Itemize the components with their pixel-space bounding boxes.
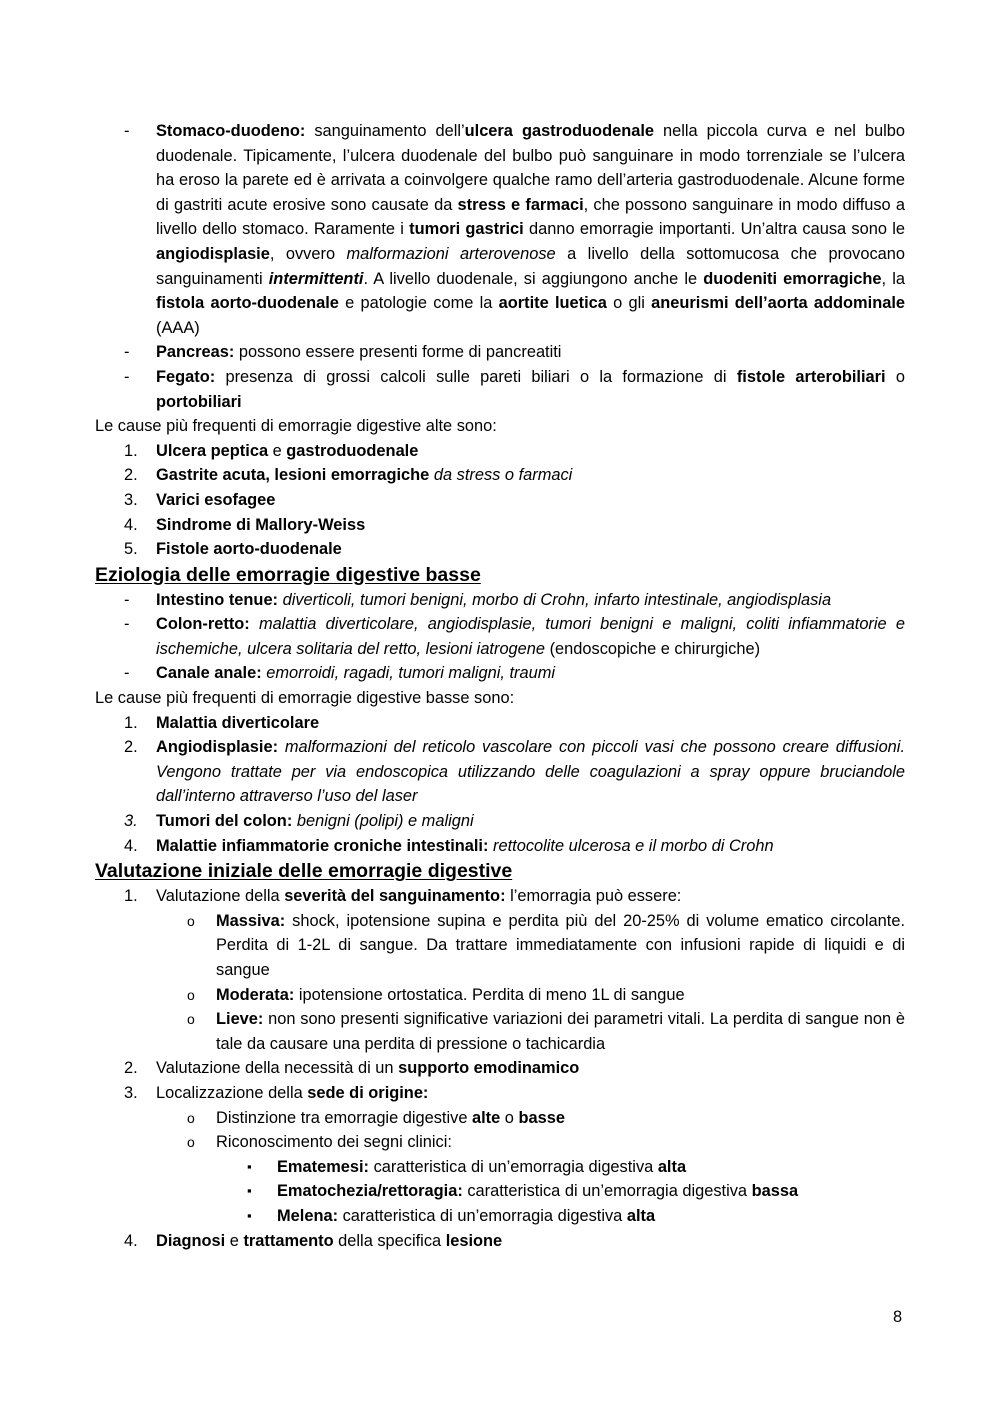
list-item: [95, 809, 905, 834]
item-text: malattia diverticolare, angiodisplasie, tumori benigni e maligni, coliti infiammatorie e ischemiche, ulcera solitaria del retto, lesioni iatrogene: [156, 615, 905, 658]
item-text: (AAA): [156, 318, 200, 337]
item-text: . A livello duodenale, si aggiungono anche le: [363, 269, 704, 288]
item-text: Massiva:: [216, 911, 286, 930]
list-item: [95, 439, 905, 464]
square-bullet-icon: ▪: [247, 1207, 252, 1223]
lower-gi-causes-list: [95, 711, 905, 859]
list-marker: 5.: [124, 540, 138, 559]
item-text: Gastrite acuta, lesioni emorragiche: [156, 466, 430, 485]
list-item: [95, 612, 905, 661]
item-text: tumori gastrici: [409, 220, 524, 239]
section-heading-lower-gi-etiology: Eziologia delle emorragie digestive basse: [95, 563, 481, 586]
item-text: Canale anale:: [156, 664, 262, 683]
list-marker: 3.: [124, 1083, 138, 1102]
item-text: Localizzazione della: [156, 1083, 308, 1102]
item-text: danno emorragie importanti. Un’altra causa sono le: [523, 220, 905, 239]
page-number: 8: [893, 1308, 903, 1326]
item-text: supporto emodinamico: [398, 1059, 580, 1078]
item-text: [250, 615, 259, 633]
list-marker: -: [124, 590, 130, 609]
upper-gi-sources-list: [95, 119, 905, 414]
list-marker: 3.: [124, 812, 138, 831]
item-text: Fegato:: [156, 367, 216, 386]
item-text: alte: [472, 1108, 501, 1127]
list-marker: 4.: [124, 1231, 138, 1250]
item-text: duodeniti emorragiche: [703, 269, 882, 288]
item-text: benigni (polipi) e maligni: [296, 812, 474, 831]
item-text: Valutazione della necessità di un: [156, 1059, 399, 1078]
list-marker: 4.: [124, 515, 138, 534]
item-text: nella piccola curva e nel bulbo duodenale. Tipicamente, l’ulcera duodenale del bulbo può sanguinare in modo torrenziale se l’ulcera ha eroso la parete ed è arrivata a coinvolgere qualche ramo dell’arteria gastroduodenale. Alcune forme di gastriti acute erosive sono causate da: [156, 122, 905, 214]
list-item: [95, 463, 905, 488]
item-text: Pancreas:: [156, 343, 235, 362]
item-text: Angiodisplasie:: [156, 738, 279, 757]
item-text: o: [500, 1108, 519, 1127]
item-text: basse: [518, 1108, 565, 1127]
item-text: bassa: [751, 1182, 799, 1201]
lower-gi-causes-intro: Le cause più frequenti di emorragie digestive basse sono:: [95, 689, 515, 708]
page-content: [95, 119, 905, 1253]
item-text: diverticoli, tumori benigni, morbo di Crohn, infarto intestinale, angiodisplasia: [282, 590, 832, 609]
list-item: [95, 119, 905, 340]
list-marker: 1.: [124, 441, 138, 460]
list-item: [95, 1204, 905, 1229]
item-text: , che possono sanguinare in modo diffuso a livello dello stomaco. Raramente i: [156, 195, 905, 239]
item-text: Intestino tenue:: [156, 590, 279, 609]
list-item: [95, 488, 905, 513]
item-text: Sindrome di Mallory-Weiss: [156, 515, 366, 534]
section-heading-initial-evaluation: Valutazione iniziale delle emorragie digestive: [95, 860, 513, 883]
item-text: intermittenti: [268, 269, 364, 288]
item-text: Tumori del colon:: [156, 812, 293, 831]
list-item: [95, 513, 905, 538]
item-text: [278, 738, 285, 756]
item-text: e patologie come la: [338, 294, 499, 313]
item-text: o: [885, 367, 906, 386]
item-text: Malattia diverticolare: [156, 713, 320, 732]
item-text: Moderata:: [216, 985, 295, 1004]
item-text: rettocolite ulcerosa e il morbo di Crohn: [493, 836, 774, 855]
item-text: alta: [657, 1157, 687, 1176]
upper-gi-causes-intro: Le cause più frequenti di emorragie digestive alte sono:: [95, 417, 497, 436]
item-text: Stomaco-duodeno:: [156, 122, 306, 140]
item-text: malformazioni arterovenose: [346, 244, 556, 263]
item-text: Melena:: [277, 1206, 339, 1225]
circle-bullet-icon: o: [187, 1109, 195, 1126]
list-item: [95, 1130, 905, 1155]
list-item: [95, 537, 905, 562]
circle-bullet-icon: o: [187, 912, 195, 929]
item-text: a livello della sottomucosa che provocano sanguinamenti: [156, 244, 905, 288]
list-item: [95, 834, 905, 859]
item-text: malformazioni del reticolo vascolare con piccoli vasi che possono creare diffusioni. Vengono trattate per via endoscopica utilizzando delle coagulazioni a spray oppure bruciandole dall’interno attraverso l’uso del laser: [156, 738, 905, 806]
item-text: Lieve:: [216, 1010, 264, 1029]
list-marker: 2.: [124, 738, 138, 757]
item-text: Ematochezia/rettoragia:: [277, 1182, 463, 1201]
list-item: [95, 983, 905, 1008]
item-text: stress e farmaci: [457, 195, 584, 214]
item-text: o gli: [606, 294, 652, 313]
list-marker: -: [124, 615, 130, 634]
list-item: [95, 711, 905, 736]
evaluation-steps-list: [95, 884, 905, 1253]
item-text: lesione: [445, 1231, 503, 1250]
item-text: alta: [626, 1206, 656, 1225]
item-text: caratteristica di un’emorragia digestiva: [338, 1206, 627, 1225]
list-item: [95, 588, 905, 613]
list-marker: 4.: [124, 836, 138, 855]
item-text: l’emorragia può essere:: [505, 887, 682, 906]
list-item: [95, 661, 905, 686]
item-text: Riconoscimento dei segni clinici:: [216, 1133, 452, 1152]
circle-bullet-icon: o: [187, 1134, 195, 1151]
item-text: Fistole aorto-duodenale: [156, 540, 342, 559]
list-marker: -: [124, 367, 130, 386]
list-item: [95, 1106, 905, 1131]
item-text: non sono presenti significative variazioni dei parametri vitali. La perdita di sangue non è tale da causare una perdita di pressione o tachicardia: [216, 1010, 905, 1053]
item-text: ulcera gastroduodenale: [464, 122, 654, 140]
item-text: gastroduodenale: [286, 441, 419, 460]
list-item: [95, 1007, 905, 1056]
item-text: (endoscopiche e chirurgiche): [545, 639, 761, 658]
list-marker: 2.: [124, 1059, 138, 1078]
item-text: , la: [881, 269, 905, 288]
list-item: [95, 1056, 905, 1081]
list-item: [95, 340, 905, 365]
list-item: [95, 1155, 905, 1180]
item-text: shock, ipotensione supina e perdita più del 20-25% di volume ematico circolante. Perdita di 1-2L di sangue. Da trattare immediatamente con infusioni rapide di liquidi e di sangue: [216, 911, 905, 979]
item-text: trattamento: [243, 1231, 334, 1250]
list-marker: 1.: [124, 713, 138, 732]
item-text: aortite luetica: [498, 294, 607, 313]
square-bullet-icon: ▪: [247, 1158, 252, 1174]
list-marker: 3.: [124, 490, 138, 509]
item-text: Ematemesi:: [277, 1157, 370, 1176]
circle-bullet-icon: o: [187, 1011, 195, 1028]
upper-gi-causes-list: [95, 439, 905, 562]
list-item: [95, 735, 905, 809]
item-text: emorroidi, ragadi, tumori maligni, traumi: [266, 664, 556, 683]
list-marker: 1.: [124, 887, 138, 906]
list-marker: 2.: [124, 466, 138, 485]
item-text: possono essere presenti forme di pancreatiti: [234, 343, 562, 362]
item-text: Malattie infiammatorie croniche intestinali:: [156, 836, 489, 855]
item-text: caratteristica di un’emorragia digestiva: [369, 1157, 658, 1176]
list-item: [95, 909, 905, 983]
item-text: aneurismi dell’aorta addominale: [651, 294, 905, 313]
item-text: caratteristica di un’emorragia digestiva: [462, 1182, 752, 1201]
item-text: presenza di grossi calcoli sulle pareti biliari o la formazione di: [215, 367, 737, 386]
square-bullet-icon: ▪: [247, 1183, 252, 1199]
list-marker: -: [124, 664, 130, 683]
item-text: della specifica: [333, 1231, 446, 1250]
item-text: ipotensione ortostatica. Perdita di meno 1L di sangue: [294, 985, 685, 1004]
list-marker: -: [124, 122, 130, 140]
list-item: [95, 1179, 905, 1204]
list-item: [95, 1229, 905, 1254]
list-item: [95, 1081, 905, 1106]
item-text: Valutazione della: [156, 887, 285, 906]
item-text: portobiliari: [156, 392, 242, 411]
item-text: Ulcera peptica: [156, 441, 269, 460]
item-text: e: [225, 1231, 244, 1250]
list-item: [95, 884, 905, 909]
item-text: severità del sanguinamento:: [284, 887, 506, 906]
item-text: fistola aorto-duodenale: [156, 294, 339, 313]
item-text: Diagnosi: [156, 1231, 226, 1250]
item-text: da stress o farmaci: [433, 466, 573, 485]
item-text: Colon-retto:: [156, 615, 250, 634]
item-text: fistole arterobiliari: [736, 367, 886, 386]
circle-bullet-icon: o: [187, 986, 195, 1003]
item-text: e: [268, 441, 287, 460]
lower-gi-sources-list: [95, 588, 905, 686]
item-text: sede di origine:: [307, 1083, 429, 1102]
item-text: Varici esofagee: [156, 490, 276, 509]
item-text: sanguinamento dell’: [305, 122, 465, 140]
item-text: angiodisplasie: [156, 244, 270, 263]
item-text: Distinzione tra emorragie digestive: [216, 1108, 472, 1127]
item-text: , ovvero: [269, 244, 347, 263]
list-item: [95, 365, 905, 414]
list-marker: -: [124, 343, 130, 362]
